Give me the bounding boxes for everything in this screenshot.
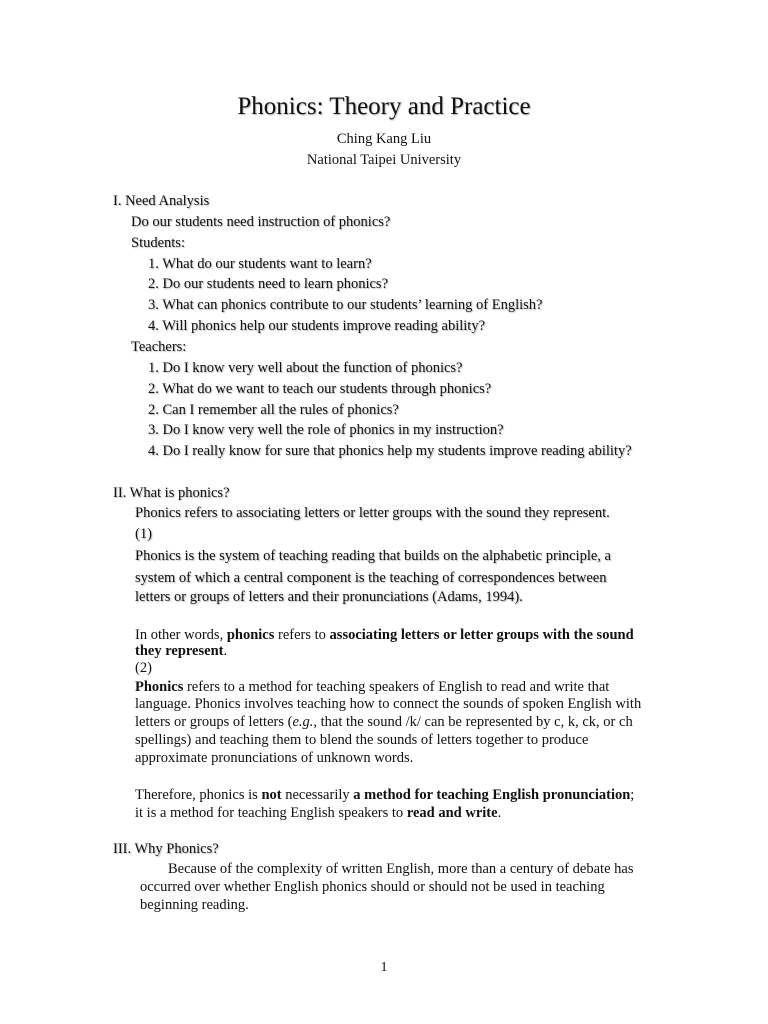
students-label: Students:	[131, 235, 185, 251]
students-item: 3. What can phonics contribute to our students’ learning of English?	[148, 297, 543, 313]
author-affiliation: National Taipei University	[306, 152, 462, 168]
teachers-item: 2. Can I remember all the rules of phonics?	[148, 402, 399, 418]
page-title: Phonics: Theory and Practice	[237, 93, 531, 120]
paragraph-2-line: spellings) and teaching them to blend the sounds of letters together to produce	[135, 732, 589, 748]
section-3-heading: III. Why Phonics?	[113, 841, 219, 857]
paragraph-1-line: letters or groups of letters and their pronunciations (Adams, 1994).	[135, 589, 523, 605]
section-3-line: occurred over whether English phonics should or should not be used in teaching	[140, 879, 605, 895]
students-item: 2. Do our students need to learn phonics?	[148, 276, 389, 292]
section-3-line: Because of the complexity of written English, more than a century of debate has	[168, 861, 634, 877]
teachers-item: 4. Do I really know for sure that phonics help my students improve reading ability?	[148, 443, 632, 459]
item-number-1: (1)	[135, 526, 152, 542]
section-1-question: Do our students need instruction of phonics?	[131, 214, 391, 230]
paragraph-1-line: system of which a central component is the teaching of correspondences between	[135, 570, 607, 586]
teachers-label: Teachers:	[131, 339, 187, 355]
students-item: 4. Will phonics help our students improve reading ability?	[148, 318, 486, 334]
phonics-definition: Phonics refers to associating letters or letter groups with the sound they represent.	[135, 505, 610, 521]
section-2-heading: II. What is phonics?	[113, 485, 230, 501]
item-number-2: (2)	[135, 660, 152, 676]
paragraph-2-line: language. Phonics involves teaching how to connect the sounds of spoken English with	[135, 696, 642, 712]
page-number: 1	[380, 960, 388, 975]
teachers-item: 1. Do I know very well about the function of phonics?	[148, 360, 463, 376]
other-words-line-2: they represent.	[135, 643, 228, 659]
therefore-line-2: it is a method for teaching English speakers to read and write.	[135, 805, 502, 821]
section-3-line: beginning reading.	[140, 897, 249, 913]
teachers-item: 2. What do we want to teach our students through phonics?	[148, 381, 492, 397]
other-words-line-1: In other words, phonics refers to associating letters or letter groups with the sound	[135, 627, 634, 643]
paragraph-2-line: Phonics refers to a method for teaching speakers of English to read and write that	[135, 679, 610, 695]
paragraph-1-line: Phonics is the system of teaching reading that builds on the alphabetic principle, a	[135, 548, 611, 564]
paragraph-2-line: approximate pronunciations of unknown words.	[135, 750, 414, 766]
teachers-item: 3. Do I know very well the role of phonics in my instruction?	[148, 422, 504, 438]
paragraph-2-line: letters or groups of letters (e.g., that the sound /k/ can be represented by c, k, ck, or ch	[135, 714, 633, 730]
section-1-heading: I. Need Analysis	[113, 193, 210, 209]
therefore-line-1: Therefore, phonics is not necessarily a method for teaching English pronunciation;	[135, 787, 635, 803]
students-item: 1. What do our students want to learn?	[148, 256, 372, 272]
author-name: Ching Kang Liu	[336, 131, 432, 147]
